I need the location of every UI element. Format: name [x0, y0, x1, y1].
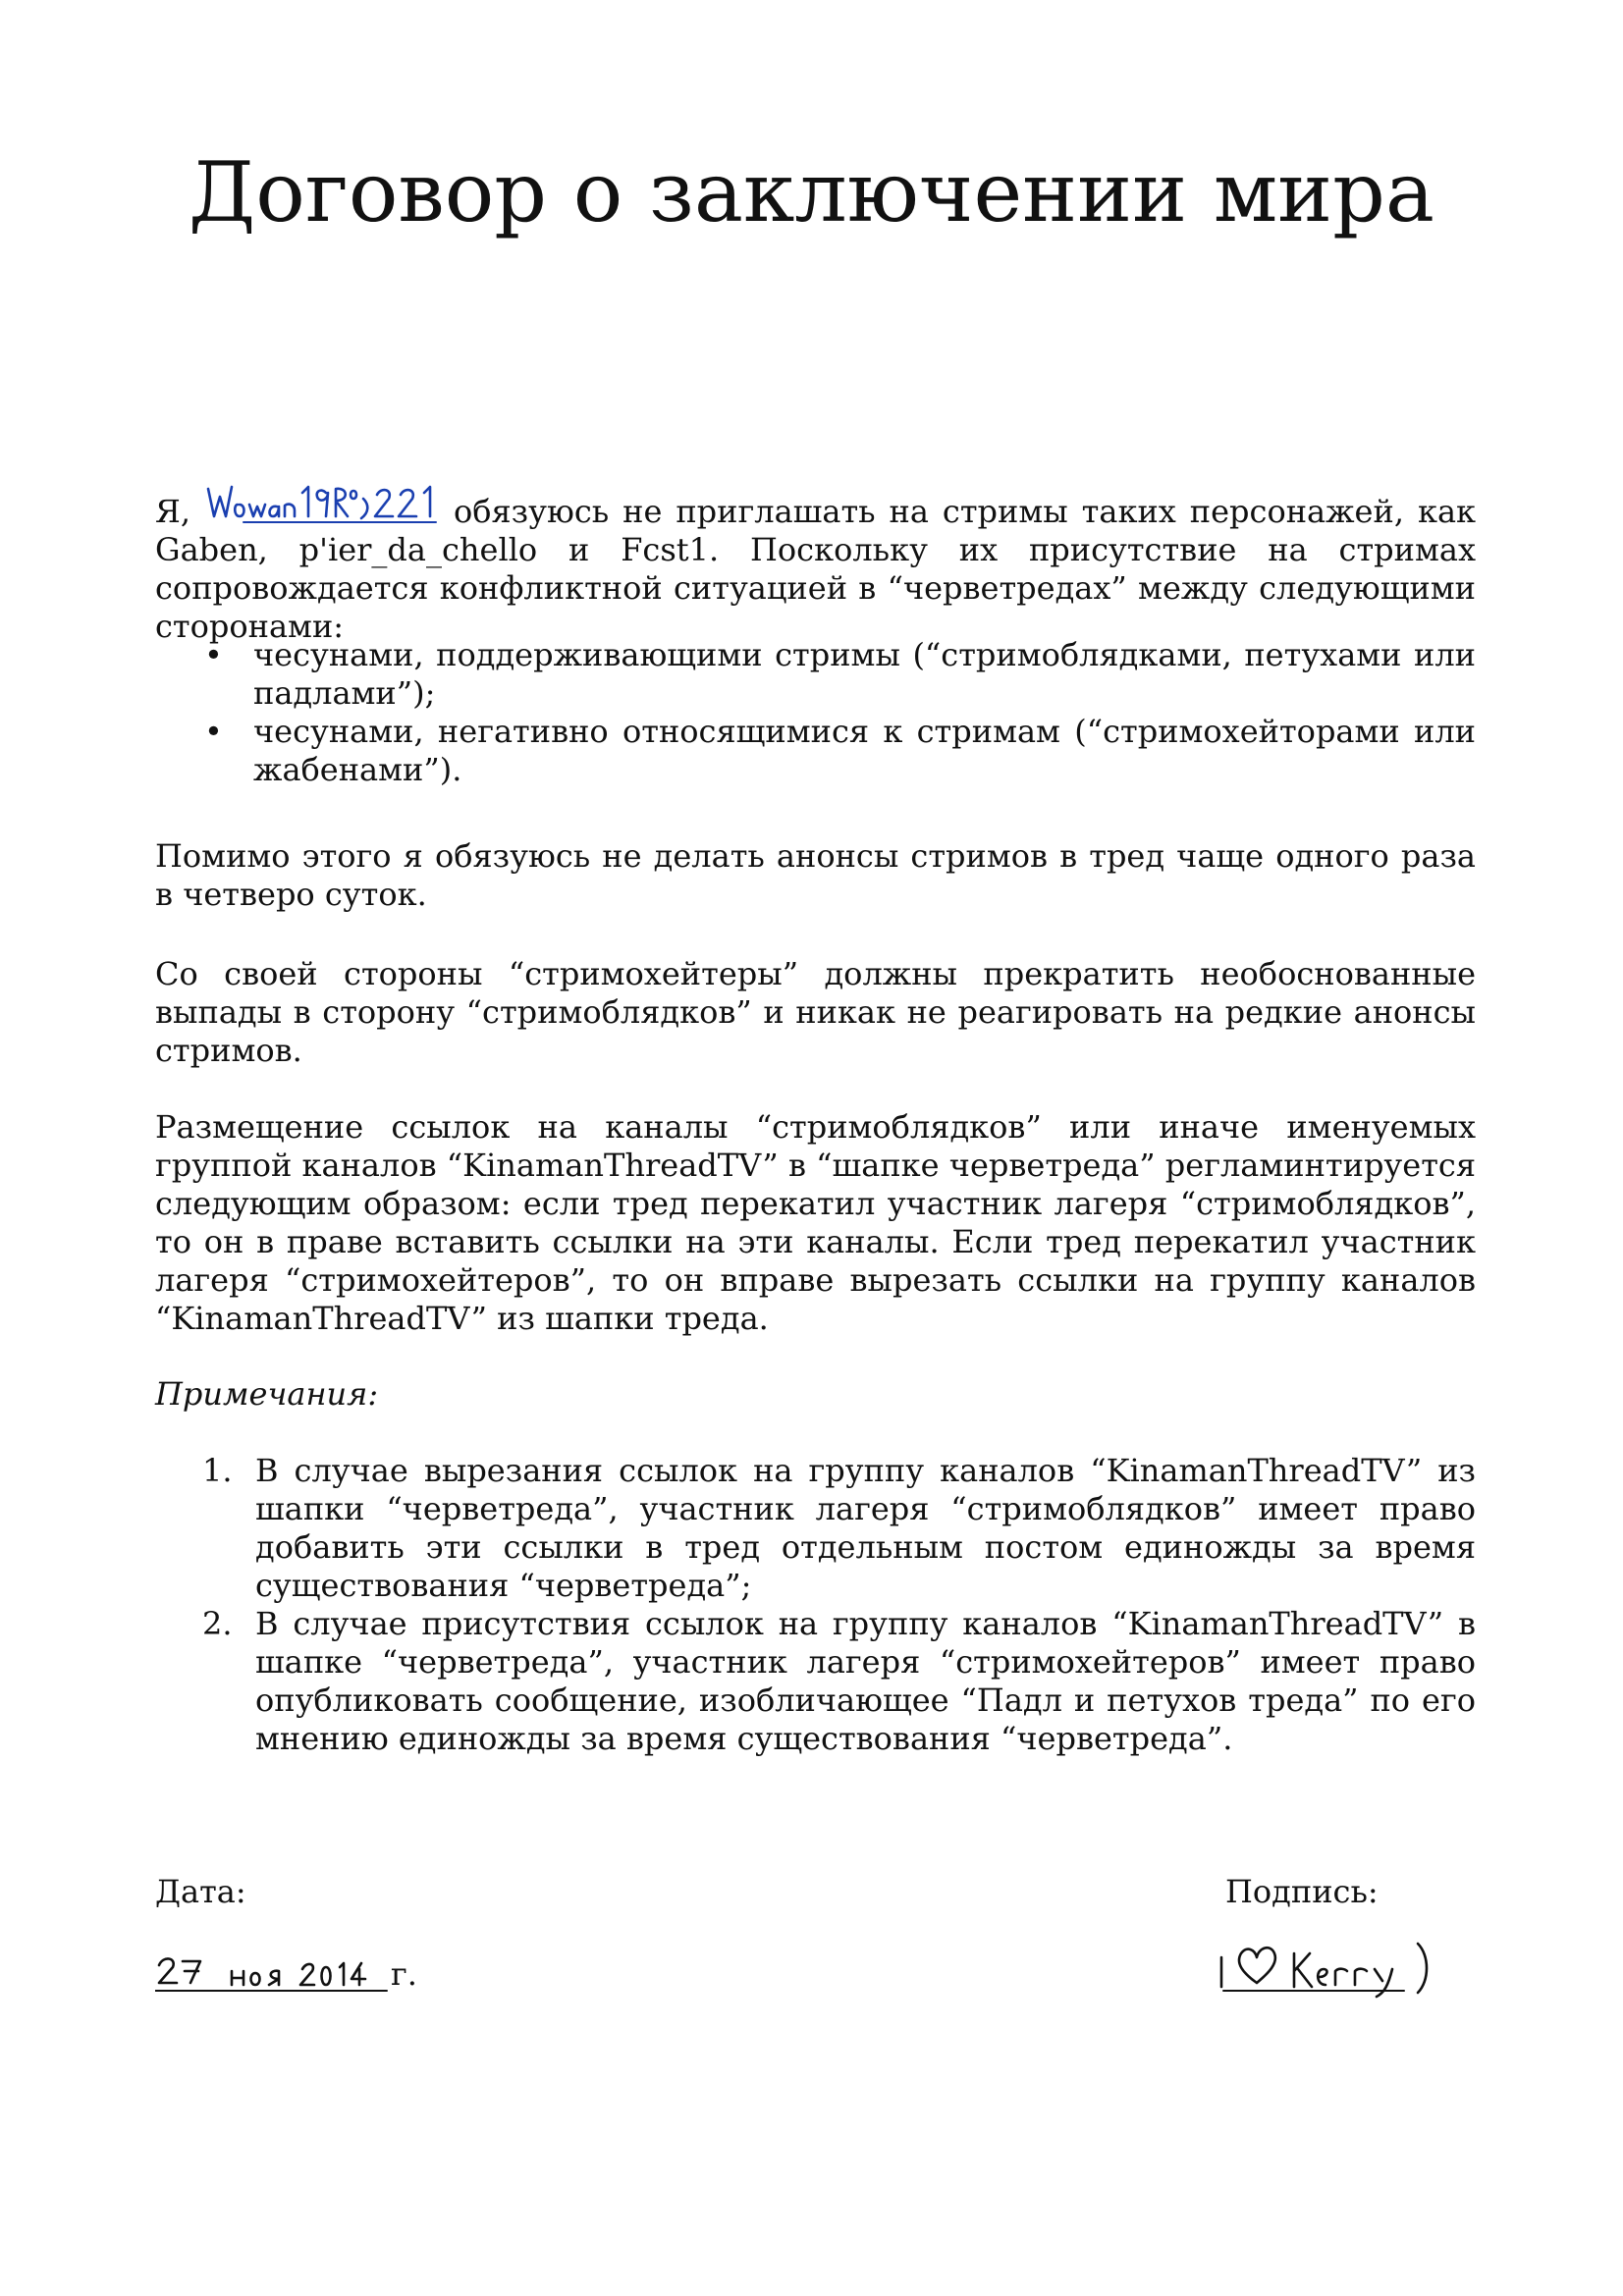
intro-lead: Я,: [155, 493, 191, 530]
intro-text: обязуюсь не приглашать на стримы таких персонажей, как Gaben, p'ier_da_chello и Fcst1. Поскольку их присутствие на стримах сопровождается конфликтной ситуацией в “черветредах” между следующими сторонами:: [155, 493, 1477, 645]
list-item: • чесунами, негативно относящимися к стримам (“стримохейторами или жабенами”).: [204, 713, 1476, 788]
handwritten-date: [155, 1953, 410, 1995]
notes-heading: Примечания:: [155, 1375, 379, 1413]
date-label: Дата:: [155, 1873, 246, 1910]
paragraph-announcements: Помимо этого я обязуюсь не делать анонсы стримов в тред чаще одного раза в четверо суток.: [155, 837, 1476, 913]
signature-label: Подпись:: [1225, 1873, 1379, 1910]
date-suffix: г.: [391, 1955, 417, 1993]
list-item: 1. В случае вырезания ссылок на группу каналов “KinamanThreadTV” из шапки “черветреда”, участник лагеря “стримоблядков” имеет право добавить эти ссылки в тред отдельным постом единожды за время существования “черветреда”;: [202, 1452, 1476, 1604]
document-title: Договор о заключении мира: [188, 144, 1435, 240]
parties-list: [155, 636, 1476, 789]
list-item: 2. В случае присутствия ссылок на группу каналов “KinamanThreadTV” в шапке “черветреда”, участник лагеря “стримохейтеров” имеет право опубликовать сообщение, изобличающее “Падл и петухов треда” по его мнению единожды за время существования “черветреда”.: [202, 1605, 1476, 1757]
paragraph-haters-obligation: Со своей стороны “стримохейтеры” должны прекратить необоснованные выпады в сторону “стримоблядков” и никак не реагировать на редкие анонсы стримов.: [155, 955, 1476, 1069]
handwritten-name-signature: [204, 479, 440, 526]
notes-list: [155, 1452, 1476, 1758]
intro-paragraph: [155, 479, 1476, 646]
handwritten-signature: [1214, 1934, 1441, 1999]
bullet-icon: •: [204, 713, 223, 750]
bullet-icon: •: [204, 636, 223, 673]
paragraph-links-rules: Размещение ссылок на каналы “стримоблядков” или иначе именуемых группой каналов “KinamanThreadTV” в “шапке черветреда” регламинтируется следующим образом: если тред перекатил участник лагеря “стримоблядков”, то он в праве вставить ссылки на эти каналы. Если тред перекатил участник лагеря “стримохейтеров”, то он вправе вырезать ссылки на группу каналов “KinamanThreadTV” из шапки треда.: [155, 1108, 1476, 1337]
list-item: • чесунами, поддерживающими стримы (“стримоблядками, петухами или падлами”);: [204, 636, 1476, 712]
